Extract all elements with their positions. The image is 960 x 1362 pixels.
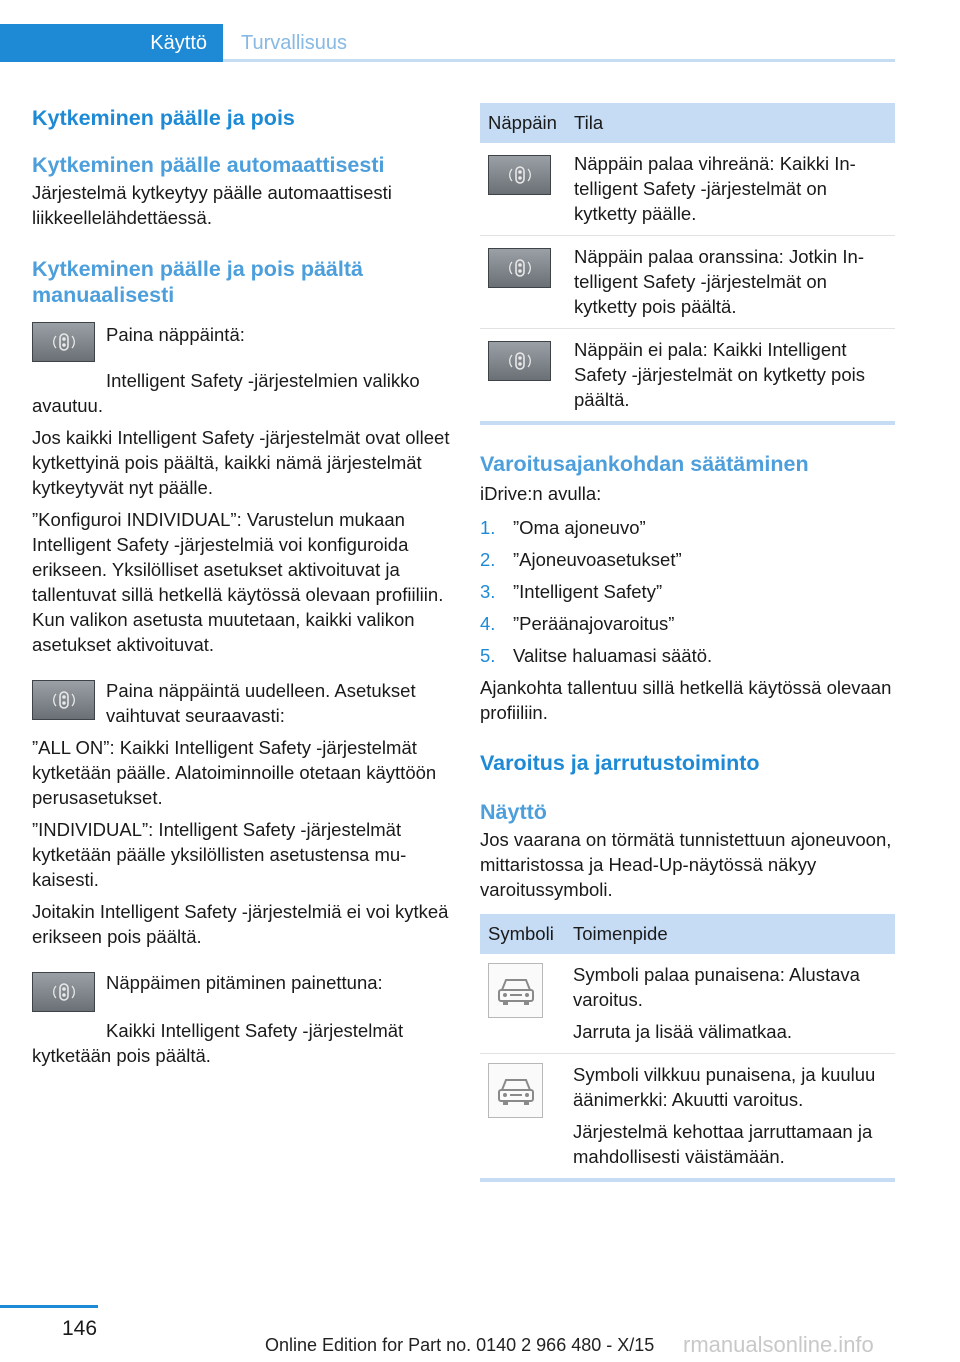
menu-opens-text — [32, 368, 450, 418]
safety-button-image — [488, 155, 551, 195]
state-cell: Näppäin palaa vihreänä: Kaikki Intelligent Safety -järjestelmät on kytketty päälle. — [566, 143, 895, 236]
safety-button-icon — [53, 689, 75, 711]
paragraph-auto: Järjestelmä kytkeytyy päälle automaattisesti liikkeellelähdettäessä. — [32, 182, 392, 228]
car-symbol-image — [488, 1063, 543, 1118]
steps-list — [480, 515, 895, 668]
col-header-button: Näppäin — [480, 103, 566, 143]
car-warning-icon — [494, 974, 538, 1008]
table-header-row — [480, 103, 895, 143]
paragraph-individual: ”INDIVIDUAL”: Intelligent Safety -järjestelmät kytketään päälle yksilöllisten asetustensa mukaisesti. — [32, 819, 407, 890]
action-line: Symboli vilkkuu punaisena, ja kuuluu äänimerkki: Akuutti varoitus. — [573, 1064, 876, 1110]
table-row — [480, 143, 895, 236]
step-number: 3. — [480, 581, 496, 602]
press-again-text: Paina näppäintä uudelleen. Asetukset vaihtuvat seuraavasti: — [106, 680, 416, 726]
paragraph-all-on: ”ALL ON”: Kaikki Intelligent Safety -järjestelmät kytketään päälle. Alatoiminnoille otetaan käyttöön perusasetukset. — [32, 737, 437, 808]
heading-display: Näyttö — [480, 800, 547, 824]
list-item — [480, 515, 895, 540]
safety-button-icon — [53, 331, 75, 353]
action-line: Jarruta ja lisää välimatkaa. — [573, 1021, 793, 1042]
step-number: 2. — [480, 549, 496, 570]
safety-button-icon — [509, 164, 531, 186]
symbol-cell — [480, 954, 565, 1054]
state-cell: Näppäin palaa oranssina: Jotkin Intelligent Safety -järjestelmät on kytketty pois päältä. — [566, 236, 895, 329]
safety-button-image — [488, 248, 551, 288]
safety-button-icon — [53, 981, 75, 1003]
watermark: rmanualsonline.info — [683, 1332, 874, 1357]
safety-button-icon — [509, 350, 531, 372]
action-line: Järjestelmä kehottaa jarruttamaan ja mahdollisesti väistämään. — [573, 1121, 873, 1167]
via-idrive-text: iDrive:n avulla: — [480, 483, 602, 504]
list-item — [480, 579, 895, 604]
edition-footer: Online Edition for Part no. 0140 2 966 480 - X/15 — [265, 1335, 655, 1355]
list-item — [480, 547, 895, 572]
page-number: 146 — [62, 1317, 98, 1340]
heading-manual: Kytkeminen päälle ja pois päältä manuaalisesti — [32, 257, 363, 307]
action-cell — [565, 1054, 895, 1179]
press-again-block — [32, 678, 450, 728]
step-text: ”Oma ajoneuvo” — [513, 517, 646, 538]
step-text: Valitse haluamasi säätö. — [513, 645, 713, 666]
paragraph-display: Jos vaarana on törmätä tunnistettuun ajoneuvoon, mittaristossa ja Head-Up-näytössä näkyy varoitussymboli. — [480, 829, 892, 900]
left-column — [32, 100, 450, 1068]
table-row — [480, 236, 895, 329]
list-item — [480, 611, 895, 636]
safety-button-image — [32, 972, 95, 1012]
heading-auto: Kytkeminen päälle automaattisesti — [32, 153, 385, 177]
hold-result-text — [32, 1018, 450, 1068]
tab-turvallisuus: Turvallisuus — [241, 31, 347, 54]
step-number: 5. — [480, 645, 496, 666]
header-rule — [223, 59, 895, 62]
symbol-action-table — [480, 914, 895, 1178]
action-line: Symboli palaa punaisena: Alustava varoitus. — [573, 964, 860, 1010]
press-button-block — [32, 322, 450, 362]
tab-kaytto: Käyttö — [0, 24, 223, 62]
table-end-rule — [480, 1178, 895, 1182]
table-row — [480, 329, 895, 422]
step-text: ”Peräänajovaroitus” — [513, 613, 675, 634]
list-item — [480, 643, 895, 668]
paragraph-some: Joitakin Intelligent Safety -järjestelmiä ei voi kytkeä erikseen pois päältä. — [32, 901, 449, 947]
table-end-rule — [480, 421, 895, 425]
car-warning-icon — [494, 1074, 538, 1108]
safety-button-image — [32, 322, 95, 362]
button-cell — [480, 143, 566, 236]
paragraph-all-off: Jos kaikki Intelligent Safety -järjestelmät ovat olleet kytkettyinä pois päältä, kaikki nämä järjestelmät kytkeytyvät nyt päälle. — [32, 427, 450, 498]
menu-opens-span: Intelligent Safety -järjestelmien valikko avautuu. — [32, 370, 420, 416]
car-symbol-image — [488, 963, 543, 1018]
press-hold-text: Näppäimen pitäminen painettuna: — [106, 972, 383, 993]
paragraph-configure: ”Konfiguroi INDIVIDUAL”: Varustelun mukaan Intelligent Safety -järjestelmiä voi konfiguroida erikseen. Yksilölliset asetukset aktivoituvat ja tallentuvat sillä hetkellä käytössä olevaan profiiliin. Kun valikon asetusta muutetaan, kaikki valikon asetukset aktivoituvat. — [32, 509, 444, 655]
right-column — [480, 103, 895, 1182]
table-row — [480, 1054, 895, 1179]
col-header-action: Toimenpide — [565, 914, 895, 954]
step-text: ”Ajoneuvoasetukset” — [513, 549, 682, 570]
table-header-row — [480, 914, 895, 954]
page-header — [0, 0, 960, 62]
col-header-state: Tila — [566, 103, 895, 143]
paragraph-saved: Ajankohta tallentuu sillä hetkellä käytössä olevaan profiiliin. — [480, 677, 892, 723]
step-number: 1. — [480, 517, 496, 538]
state-cell: Näppäin ei pala: Kaikki Intelligent Safety -järjestelmät on kytketty pois päältä. — [574, 339, 865, 410]
button-cell — [480, 329, 566, 422]
press-hold-block — [32, 970, 450, 1012]
safety-button-icon — [509, 257, 531, 279]
page-number-rule — [0, 1305, 98, 1308]
step-text: ”Intelligent Safety” — [513, 581, 663, 602]
symbol-cell — [480, 1054, 565, 1179]
table-row — [480, 954, 895, 1054]
safety-button-image — [32, 680, 95, 720]
hold-result-span: Kaikki Intelligent Safety -järjestelmät kytketään pois päältä. — [32, 1020, 404, 1066]
button-state-table — [480, 103, 895, 421]
press-button-text: Paina näppäintä: — [106, 324, 245, 345]
button-cell — [480, 236, 566, 329]
action-cell — [565, 954, 895, 1054]
step-number: 4. — [480, 613, 496, 634]
col-header-symbol: Symboli — [480, 914, 565, 954]
heading-warning: Varoitus ja jarrutustoiminto — [480, 751, 760, 775]
heading-timing: Varoitusajankohdan säätäminen — [480, 452, 809, 476]
safety-button-image — [488, 341, 551, 381]
heading-on-off: Kytkeminen päälle ja pois — [32, 106, 295, 130]
